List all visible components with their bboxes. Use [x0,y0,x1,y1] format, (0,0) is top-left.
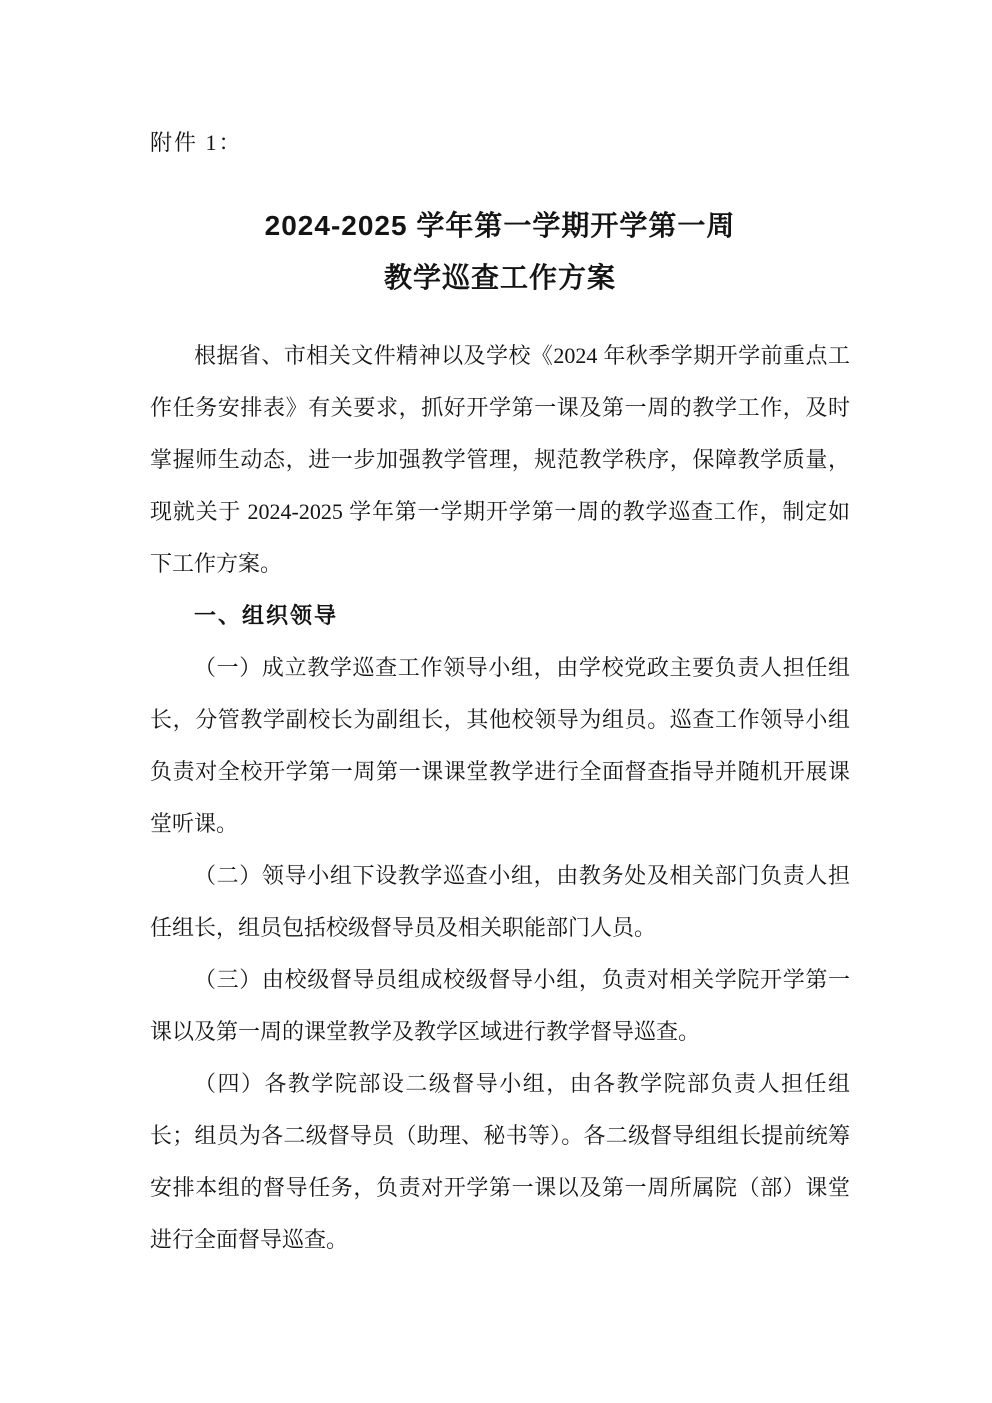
item-paragraph-2: （二）领导小组下设教学巡查小组，由教务处及相关部门负责人担任组长，组员包括校级督导员及相关职能部门人员。 [150,863,850,940]
document-title-line-2: 教学巡查工作方案 [383,262,616,293]
document-title-line-1: 2024-2025 学年第一学期开学第一周 [264,210,736,241]
item-paragraph-3: （三）由校级督导员组成校级督导小组，负责对相关学院开学第一课以及第一周的课堂教学及教学区域进行教学督导巡查。 [150,967,850,1044]
attachment-label: 附件 1： [150,130,243,155]
document-title [150,200,850,304]
section-heading-organization: 一、组织领导 [194,603,339,628]
item-paragraph-4: （四）各教学院部设二级督导小组，由各教学院部负责人担任组长；组员为各二级督导员（助理、秘书等）。各二级督导组组长提前统筹安排本组的督导任务，负责对开学第一课以及第一周所属院（部）课堂进行全面督导巡查。 [150,1071,850,1252]
document-body [150,330,850,1266]
item-paragraph-1: （一）成立教学巡查工作领导小组，由学校党政主要负责人担任组长，分管教学副校长为副组长，其他校领导为组员。巡查工作领导小组负责对全校开学第一周第一课课堂教学进行全面督查指导并随机开展课堂听课。 [150,655,850,836]
intro-paragraph: 根据省、市相关文件精神以及学校《2024 年秋季学期开学前重点工作任务安排表》有关要求，抓好开学第一课及第一周的教学工作，及时掌握师生动态，进一步加强教学管理，规范教学秩序，保障教学质量，现就关于 2024-2025 学年第一学期开学第一周的教学巡查工作，制定如下工作方案。 [150,343,850,576]
